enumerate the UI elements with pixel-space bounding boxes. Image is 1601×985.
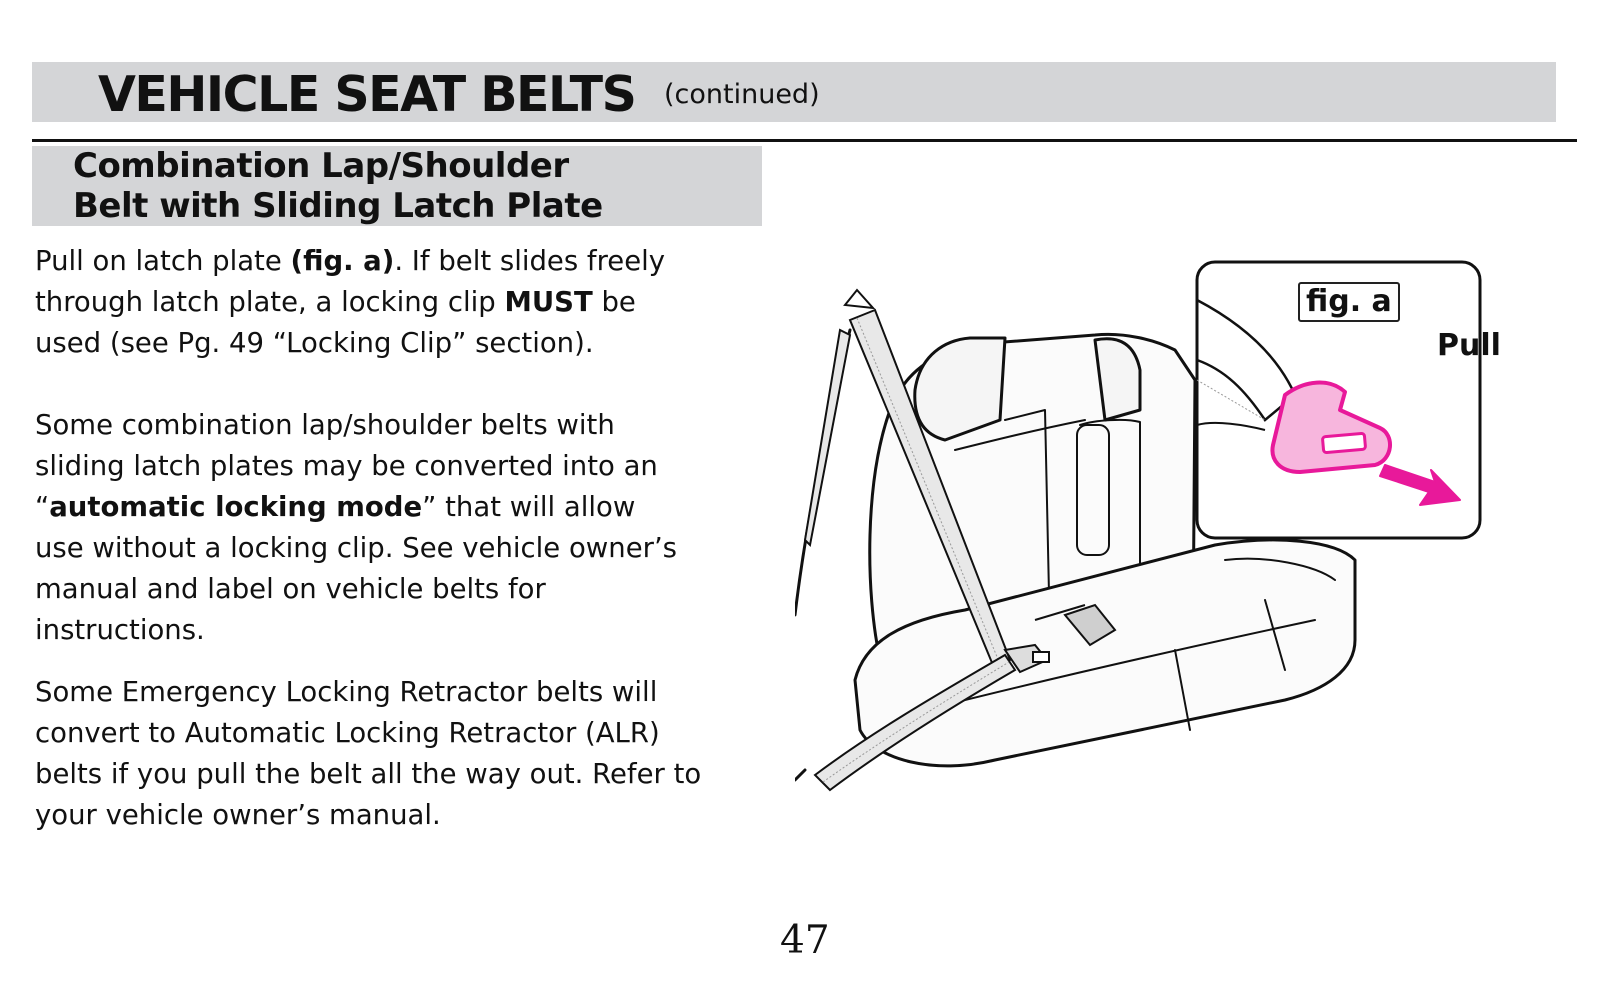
emphasis-must: MUST [504,286,593,318]
emphasis-automatic-locking-mode: automatic locking mode [49,491,423,523]
text-line: “automatic locking mode” that will allow [35,491,636,523]
text-line: Some combination lap/shoulder belts with [35,409,615,441]
text-line: instructions. [35,614,205,646]
paragraph-latch-plate [35,241,795,364]
vehicle-seat-drawing [795,260,1515,805]
text-line: your vehicle owner’s manual. [35,799,441,831]
figure-reference: (fig. a) [290,245,395,277]
text-line: sliding latch plates may be converted into an [35,450,658,482]
seat-belt-illustration [795,260,1515,805]
page-title-suffix: (continued) [664,79,820,110]
paragraph-retractor [35,672,795,836]
text-line: used (see Pg. 49 “Locking Clip” section). [35,327,594,359]
pull-label: Pull [1437,328,1501,363]
text-line: belts if you pull the belt all the way out. Refer to [35,758,702,790]
section-heading [73,146,603,226]
text-line: convert to Automatic Locking Retractor (ALR) [35,717,660,749]
title-divider [32,139,1577,142]
page-title-text: VEHICLE SEAT BELTS [98,66,636,123]
page-number: 47 [780,918,830,963]
text-line: Some Emergency Locking Retractor belts will [35,676,658,708]
text-line: through latch plate, a locking clip MUST be [35,286,636,318]
text-line: use without a locking clip. See vehicle owner’s [35,532,678,564]
paragraph-automatic-locking [35,405,795,651]
page-title [98,66,635,123]
text-line: manual and label on vehicle belts for [35,573,546,605]
figure-label: fig. a [1298,282,1400,322]
section-heading-line-2: Belt with Sliding Latch Plate [73,186,603,226]
text-line: Pull on latch plate (fig. a). If belt slides freely [35,245,666,277]
section-heading-line-1: Combination Lap/Shoulder [73,146,569,186]
